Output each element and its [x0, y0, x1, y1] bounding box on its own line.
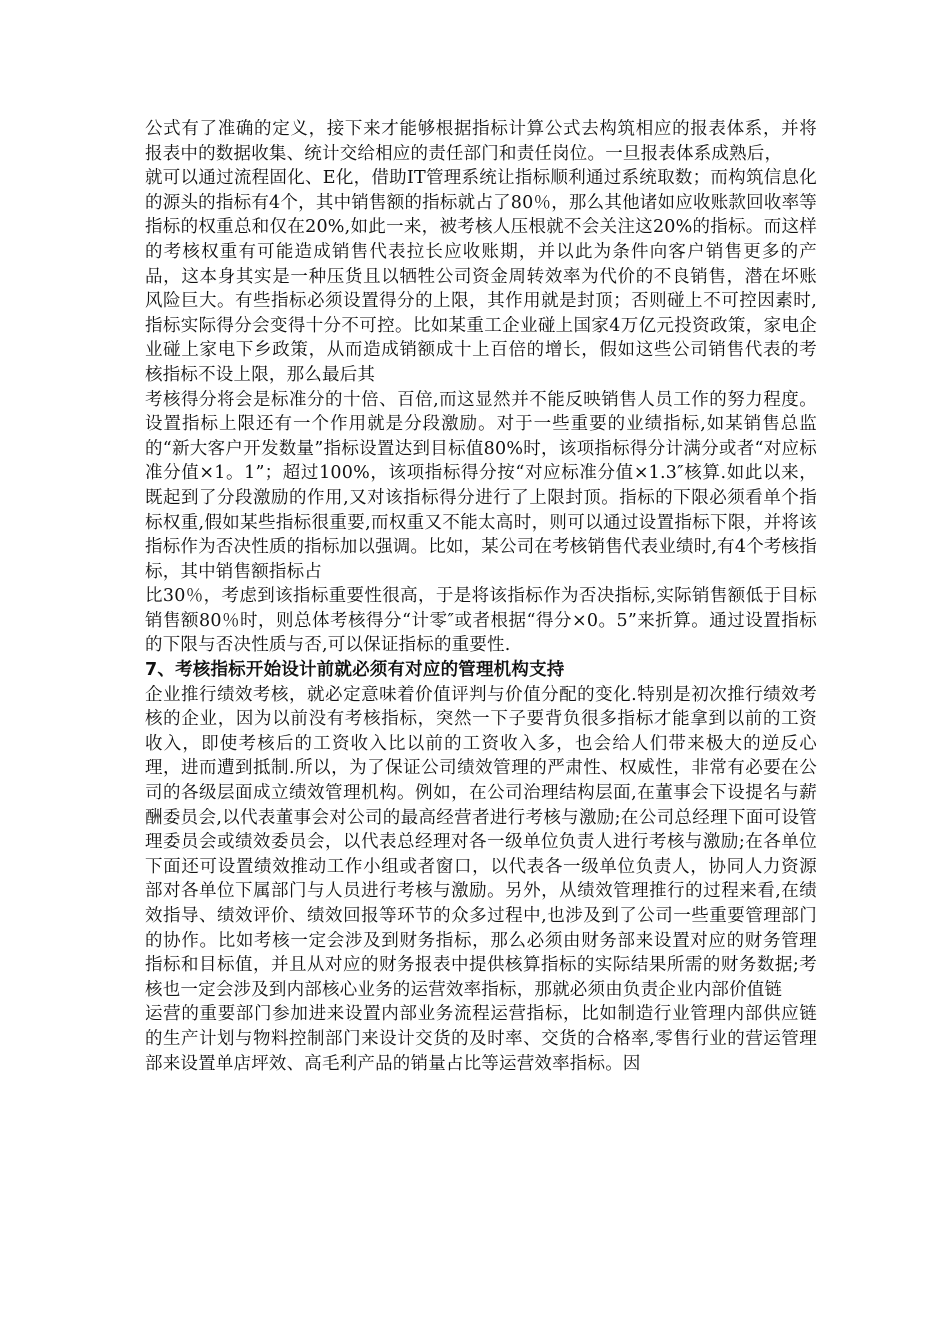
paragraph-2: 就可以通过流程固化、E化，借助IT管理系统让指标顺利通过系统取数；而构筑信息化的源头的指标有4个，其中销售额的指标就占了80％，那么其他诸如应收账款回收率等指标的权重总和仅在20%,如此一来，被考核人压根就不会关注这20%的指标。而这样的考核权重有可能造成销售代表拉长应收账期，并以此为条件向客户销售更多的产品，这本身其实是一种压货且以牺牲公司资金周转效率为代价的不良销售，潜在坏账风险巨大。有些指标必须设置得分的上限，其作用就是封顶；否则碰上不可控因素时,指标实际得分会变得十分不可控。比如某重工企业碰上国家4万亿元投资政策，家电企业碰上家电下乡政策，从而造成销额成十上百倍的增长，假如这些公司销售代表的考核指标不设上限，那么最后其	[145, 168, 817, 385]
paragraph-5: 企业推行绩效考核，就必定意味着价值评判与价值分配的变化.特别是初次推行绩效考核的企业，因为以前没有考核指标，突然一下子要背负很多指标才能拿到以前的工资收入，即使考核后的工资收入比以前的工资收入多，也会给人们带来极大的逆反心理，进而遭到抵制.所以，为了保证公司绩效管理的严肃性、权威性，非常有必要在公司的各级层面成立绩效管理机构。例如，在公司治理结构层面,在董事会下设提名与薪酬委员会,以代表董事会对公司的最高经营者进行考核与激励;在公司总经理下面可设管理委员会或绩效委员会，以代表总经理对各一级单位负责人进行考核与激励;在各单位下面还可设置绩效推动工作小组或者窗口，以代表各一级单位负责人，协同人力资源部对各单位下属部门与人员进行考核与激励。另外，从绩效管理推行的过程来看,在绩效指导、绩效评价、绩效回报等环节的众多过程中,也涉及到了公司一些重要管理部门的协作。比如考核一定会涉及到财务指标，那么必须由财务部来设置对应的财务管理指标和目标值，并且从对应的财务报表中提供核算指标的实际结果所需的财务数据;考核也一定会涉及到内部核心业务的运营效率指标，那就必须由负责企业内部价值链	[145, 684, 817, 1000]
section-heading: 7、考核指标开始设计前就必须有对应的管理机构支持	[145, 660, 565, 681]
paragraph-6: 运营的重要部门参加进来设置内部业务流程运营指标，比如制造行业管理内部供应链的生产计划与物料控制部门来设计交货的及时率、交货的合格率,零售行业的营运管理部来设置单店坪效、高毛利产品的销量占比等运营效率指标。因	[145, 1004, 817, 1074]
paragraph-4: 比30％，考虑到该指标重要性很高，于是将该指标作为否决指标,实际销售额低于目标销售额80％时，则总体考核得分“计零″或者根据“得分×0。5”来折算。通过设置指标的下限与否决性质与否,可以保证指标的重要性.	[145, 586, 817, 656]
document-page	[145, 117, 817, 1076]
paragraph-3: 考核得分将会是标准分的十倍、百倍,而这显然并不能反映销售人员工作的努力程度。设置指标上限还有一个作用就是分段激励。对于一些重要的业绩指标,如某销售总监的“新大客户开发数量”指标设置达到目标值80%时，该项指标得分计满分或者“对应标准分值×1。1”；超过100%，该项指标得分按“对应标准分值×1.3″核算.如此以来，既起到了分段激励的作用,又对该指标得分进行了上限封顶。指标的下限必须看单个指标权重,假如某些指标很重要,而权重又不能太高时，则可以通过设置指标下限，并将该指标作为否决性质的指标加以强调。比如，某公司在考核销售代表业绩时,有4个考核指标，其中销售额指标占	[145, 389, 817, 582]
paragraph-1: 公式有了准确的定义，接下来才能够根据指标计算公式去构筑相应的报表体系，并将报表中的数据收集、统计交给相应的责任部门和责任岗位。一旦报表体系成熟后，	[145, 119, 817, 164]
